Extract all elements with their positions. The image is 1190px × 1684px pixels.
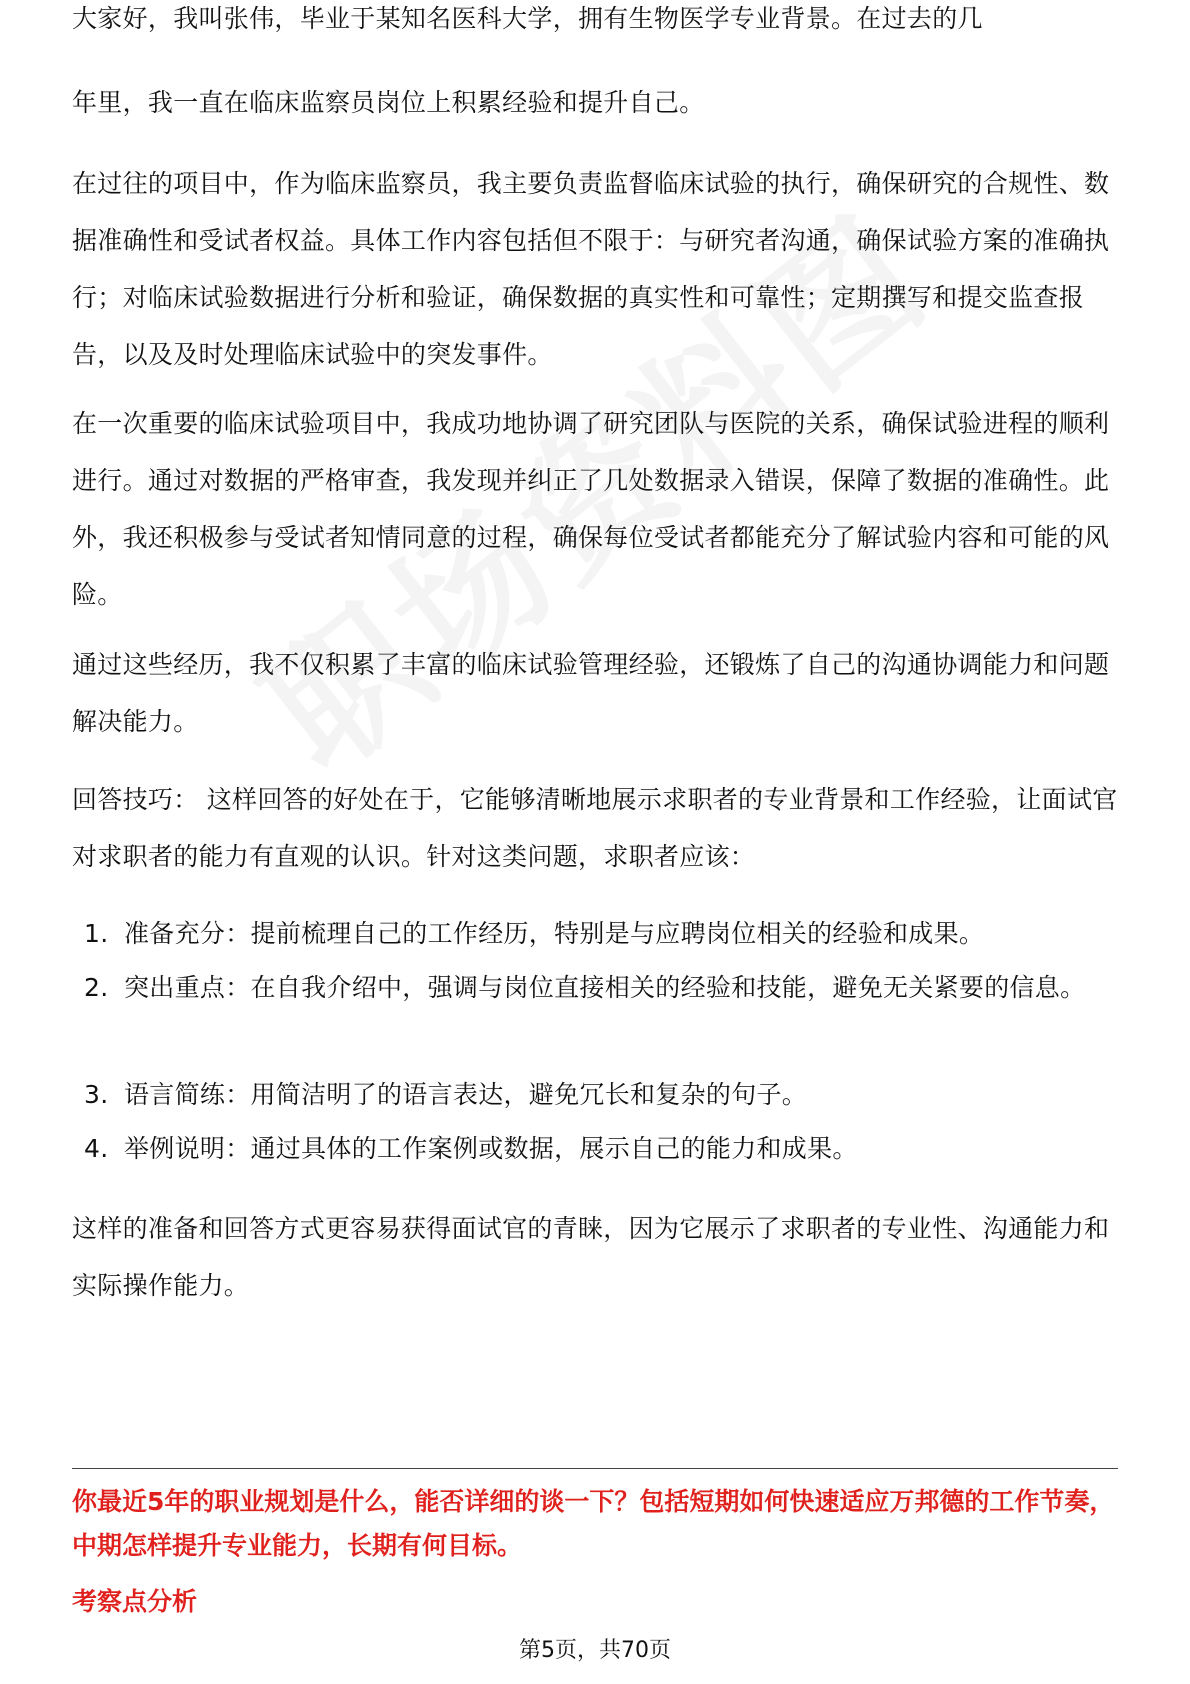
list-number: 1. <box>84 919 109 948</box>
paragraph-achievement: 在一次重要的临床试验项目中，我成功地协调了研究团队与医院的关系，确保试验进程的顺利进行。通过对数据的严格审查，我发现并纠正了几处数据录入错误，保障了数据的准确性。此外，我还积极参与受试者知情同意的过程，确保每位受试者都能充分了解试验内容和可能的风险。 <box>72 409 1110 609</box>
page-number-footer: 第5页，共70页 <box>519 1638 671 1663</box>
cut-off-text-line <box>72 4 1118 68</box>
paragraph-responsibilities: 在过往的项目中，作为临床监察员，我主要负责监督临床试验的执行，确保研究的合规性、数据准确性和受试者权益。具体工作内容包括但不限于：与研究者沟通，确保试验方案的准确执行；对临床试验数据进行分析和验证，确保数据的真实性和可靠性；定期撰写和提交监查报告，以及及时处理临床试验中的突发事件。 <box>72 169 1110 369</box>
paragraph-summary: 通过这些经历，我不仅积累了丰富的临床试验管理经验，还锻炼了自己的沟通协调能力和问题解决能力。 <box>72 650 1110 736</box>
list-item <box>84 1120 1118 1177</box>
list-item <box>84 959 1118 1016</box>
paragraph-intro-tail: 年里，我一直在临床监察员岗位上积累经验和提升自己。 <box>72 88 705 117</box>
list-item <box>84 905 1118 962</box>
list-text: 举例说明：通过具体的工作案例或数据，展示自己的能力和成果。 <box>124 1134 858 1163</box>
list-text: 准备充分：提前梳理自己的工作经历，特别是与应聘岗位相关的经验和成果。 <box>124 919 985 948</box>
list-text: 突出重点：在自我介绍中，强调与岗位直接相关的经验和技能，避免无关紧要的信息。 <box>124 973 1086 1002</box>
cut-off-text: 大家好，我叫张伟，毕业于某知名医科大学，拥有生物医学专业背景。在过去的几 <box>72 4 983 33</box>
section-divider <box>72 1468 1118 1469</box>
list-number: 2. <box>84 973 109 1002</box>
next-question-heading: 你最近5年的职业规划是什么，能否详细的谈一下？包括短期如何快速适应万邦德的工作节奏，中期怎样提升专业能力，长期有何目标。 <box>72 1487 1115 1560</box>
section-title: 考察点分析 <box>72 1587 198 1616</box>
list-item <box>84 1066 1118 1123</box>
list-number: 3. <box>84 1080 109 1109</box>
paragraph-answer-tips: 回答技巧： 这样回答的好处在于，它能够清晰地展示求职者的专业背景和工作经验，让面试官对求职者的能力有直观的认识。针对这类问题，求职者应该： <box>72 785 1118 871</box>
list-number: 4. <box>84 1134 109 1163</box>
list-text: 语言简练：用简洁明了的语言表达，避免冗长和复杂的句子。 <box>124 1080 808 1109</box>
paragraph-conclusion: 这样的准备和回答方式更容易获得面试官的青睐，因为它展示了求职者的专业性、沟通能力和实际操作能力。 <box>72 1214 1110 1300</box>
